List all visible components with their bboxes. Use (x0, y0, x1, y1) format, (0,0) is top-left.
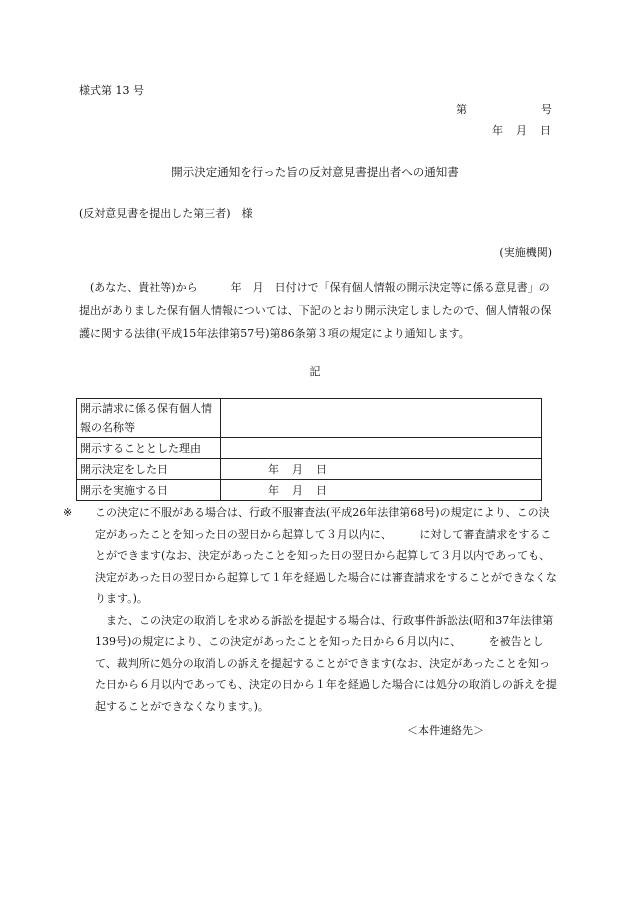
table-row-value: 年 月 日 (221, 459, 542, 480)
form-number: 様式第 13 号 (79, 84, 144, 97)
appeal-notice (63, 502, 557, 717)
document-number-prefix: 第 (456, 103, 467, 116)
issuing-organization: (実施機関) (499, 246, 552, 259)
table-row (77, 438, 542, 459)
document-title: 開示決定通知を行った旨の反対意見書提出者への通知書 (171, 165, 459, 179)
note-mark: ※ (63, 506, 73, 519)
addressee: (反対意見書を提出した第三者) 様 (79, 207, 253, 220)
table-row-value: 年 月 日 (221, 480, 542, 501)
appeal-notice-text-1: この決定に不服がある場合は、行政不服審査法(平成26年法律第68号)の規定により、この決定があったことを知った日の翌日から起算して３月以内に、 に対して審査請求をすることができます(なお、決定があったことを知った日の翌日から起算して３月以内であっても、決定があった日の翌日から起算して１年を経過した場合には審査請求をすることができなくなります。)。 (95, 506, 557, 605)
table-row (77, 480, 542, 501)
ki-heading: 記 (309, 365, 321, 378)
table-row (77, 459, 542, 480)
table-row-label: 開示請求に係る保有個人情報の名称等 (77, 399, 221, 438)
appeal-notice-paragraph-2: また、この決定の取消しを求める訴訟を提起する場合は、行政事件訴訟法(昭和37年法律第139号)の規定により、この決定があったことを知った日から６月以内に、 を被告として、裁判所に処分の取消しの訴えを提起することができます(なお、決定があったことを知った日から６月以内であっても、決定の日から１年を経過した場合には処分の取消しの訴えを提起することができなくなります。)。 (95, 613, 557, 713)
table-row-value (221, 438, 542, 459)
appeal-notice-paragraph-1 (63, 502, 557, 610)
table-row-label: 開示することとした理由 (77, 438, 221, 459)
info-table (76, 398, 542, 501)
issue-date: 年 月 日 (492, 124, 552, 137)
table-row (77, 399, 542, 438)
contact-heading: ＜本件連絡先＞ (407, 724, 484, 737)
body-paragraph: (あなた、貴社等)から 年 月 日付けで「保有個人情報の開示決定等に係る意見書」の提出がありました保有個人情報については、下記のとおり開示決定しましたので、個人情報の保護に関する法律(平成15年法律第57号)第86条第３項の規定により通知します。 (79, 281, 552, 340)
table-row-value (221, 399, 542, 438)
table-row-label: 開示を実施する日 (77, 480, 221, 501)
body-text (79, 276, 557, 345)
document-number-suffix: 号 (541, 103, 552, 116)
table-row-label: 開示決定をした日 (77, 459, 221, 480)
